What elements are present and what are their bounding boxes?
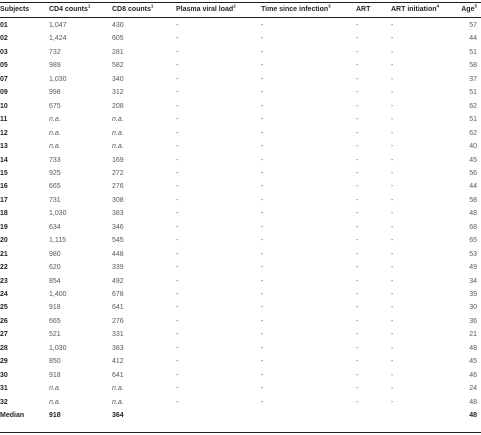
cell-viral-load: -: [176, 48, 179, 56]
cell-age: 24: [469, 385, 477, 393]
cell-cd4: 925: [49, 169, 61, 177]
cell-subject: 11: [0, 116, 8, 124]
cell-viral-load: -: [176, 385, 179, 393]
table-row: [0, 275, 481, 288]
cell-art-initiation: -: [391, 129, 394, 137]
cell-cd4: 1,030: [49, 75, 67, 83]
cell-art: -: [356, 102, 359, 110]
cell-viral-load: -: [176, 75, 179, 83]
cell-cd4: 998: [49, 89, 61, 97]
cell-time-since-infection: -: [261, 250, 264, 258]
table-header-row: [0, 3, 481, 16]
cell-age: 53: [469, 250, 477, 258]
table-row: [0, 207, 481, 220]
cell-time-since-infection: -: [261, 102, 264, 110]
cell-art: -: [356, 264, 359, 272]
cell-time-since-infection: -: [261, 183, 264, 191]
cell-cd4: n.a.: [49, 129, 61, 137]
cell-cd8: 448: [112, 250, 124, 258]
cell-viral-load: -: [176, 331, 179, 339]
cell-cd4: n.a.: [49, 398, 61, 406]
cell-cd8: 308: [112, 196, 124, 204]
cell-age: 51: [469, 116, 477, 124]
cell-art-initiation: -: [391, 48, 394, 56]
header-time-since-infection: Time since infection$^3$: [261, 3, 331, 13]
cell-cd4: 733: [49, 156, 61, 164]
cell-cd8: 281: [112, 48, 124, 56]
cell-art-initiation: -: [391, 116, 394, 124]
table-row: [0, 234, 481, 247]
cell-art: -: [356, 143, 359, 151]
header-subjects: Subjects: [0, 6, 30, 13]
cell-subject: 19: [0, 223, 8, 231]
cell-age: 36: [469, 317, 477, 325]
cell-art-initiation: -: [391, 291, 394, 298]
cell-art-initiation: -: [391, 156, 394, 164]
cell-art-initiation: -: [391, 223, 394, 231]
cell-time-since-infection: -: [261, 398, 264, 406]
cell-art: -: [356, 344, 359, 352]
cell-art-initiation: -: [391, 398, 394, 406]
cell-art-initiation: -: [391, 264, 394, 272]
cell-art: -: [356, 89, 359, 97]
cell-subject: Median: [0, 412, 25, 420]
cell-art-initiation: -: [391, 35, 394, 43]
cell-time-since-infection: -: [261, 371, 264, 379]
cell-cd4: 1,030: [49, 210, 67, 218]
cell-subject: 23: [0, 277, 8, 285]
cell-subject: 24: [0, 291, 8, 298]
table-row: [0, 301, 481, 314]
cell-art: -: [356, 196, 359, 204]
cell-age: 48: [469, 210, 477, 218]
cell-subject: 07: [0, 75, 8, 83]
cell-viral-load: -: [176, 223, 179, 231]
cell-cd8: 545: [112, 237, 124, 245]
table-row: [0, 59, 481, 72]
cell-viral-load: -: [176, 156, 179, 164]
cell-subject: 14: [0, 156, 8, 164]
cell-age: 56: [469, 169, 477, 177]
cell-cd8: 641: [112, 304, 124, 312]
cell-cd8: 276: [112, 317, 124, 325]
cell-subject: 22: [0, 264, 8, 272]
cell-cd8: 340: [112, 75, 124, 83]
cell-art-initiation: -: [391, 89, 394, 97]
table-row: [0, 86, 481, 99]
cell-age: 48: [469, 412, 477, 420]
cell-subject: 02: [0, 35, 8, 43]
cell-subject: 05: [0, 62, 8, 70]
cell-subject: 20: [0, 237, 8, 245]
table-row: [0, 194, 481, 207]
cell-time-since-infection: -: [261, 223, 264, 231]
cell-age: 51: [469, 48, 477, 56]
cell-art: -: [356, 75, 359, 83]
cell-art-initiation: -: [391, 277, 394, 285]
cell-age: 46: [469, 371, 477, 379]
cell-age: 51: [469, 89, 477, 97]
cell-cd4: n.a.: [49, 143, 61, 151]
cell-viral-load: -: [176, 264, 179, 272]
cell-art: -: [356, 156, 359, 164]
cell-art-initiation: -: [391, 22, 394, 29]
cell-art: -: [356, 385, 359, 393]
cell-art-initiation: -: [391, 250, 394, 258]
cell-age: 30: [469, 304, 477, 312]
cell-art-initiation: -: [391, 143, 394, 151]
cell-viral-load: -: [176, 196, 179, 204]
cell-subject: 09: [0, 89, 8, 97]
cell-cd4: 850: [49, 358, 61, 366]
cell-cd8: 169: [112, 156, 124, 164]
cell-art-initiation: -: [391, 344, 394, 352]
cell-cd8: 678: [112, 291, 124, 298]
cell-cd8: 412: [112, 358, 124, 366]
table-row: [0, 342, 481, 355]
table-row: [0, 369, 481, 382]
cell-subject: 29: [0, 358, 8, 366]
cell-cd4: 675: [49, 102, 61, 110]
cell-art-initiation: -: [391, 371, 394, 379]
cell-viral-load: -: [176, 277, 179, 285]
cell-cd8: 346: [112, 223, 124, 231]
cell-cd4: 1,115: [49, 237, 66, 245]
cell-cd4: 731: [49, 196, 61, 204]
cell-cd4: n.a.: [49, 116, 61, 124]
cell-art-initiation: -: [391, 183, 394, 191]
cell-cd4: 521: [49, 331, 61, 339]
cell-age: 40: [469, 143, 477, 151]
header-rule: [0, 17, 481, 18]
table-row: [0, 167, 481, 180]
cell-subject: 13: [0, 143, 8, 151]
cell-age: 34: [469, 277, 477, 285]
cell-age: 65: [469, 237, 477, 245]
cell-cd8: n.a.: [112, 129, 124, 137]
cell-art: -: [356, 48, 359, 56]
cell-art-initiation: -: [391, 210, 394, 218]
cell-time-since-infection: -: [261, 331, 264, 339]
cell-subject: 15: [0, 169, 8, 177]
table-row: [0, 261, 481, 274]
cell-cd4: 1,047: [49, 22, 67, 29]
cell-time-since-infection: -: [261, 291, 264, 298]
cell-art: -: [356, 358, 359, 366]
cell-cd8: 339: [112, 264, 124, 272]
cell-viral-load: -: [176, 35, 179, 43]
cell-age: 58: [469, 196, 477, 204]
header-age: Age$^5$: [461, 3, 477, 13]
cell-subject: 27: [0, 331, 8, 339]
table-row: [0, 154, 481, 167]
cell-art: -: [356, 129, 359, 137]
table-row: [0, 382, 481, 395]
cell-viral-load: -: [176, 62, 179, 70]
header-art-initiation: ART initiation$^4$: [391, 3, 440, 13]
cell-viral-load: -: [176, 143, 179, 151]
cell-viral-load: -: [176, 291, 179, 298]
table-row: [0, 46, 481, 59]
cell-viral-load: -: [176, 210, 179, 218]
cell-age: 45: [469, 358, 477, 366]
cell-age: 49: [469, 264, 477, 272]
cell-art-initiation: -: [391, 331, 394, 339]
cell-subject: 12: [0, 129, 8, 137]
cell-time-since-infection: -: [261, 62, 264, 70]
cell-art-initiation: -: [391, 102, 394, 110]
table-row: [0, 19, 481, 32]
cell-age: 44: [469, 183, 477, 191]
table-row: [0, 127, 481, 140]
cell-cd8: 312: [112, 89, 124, 97]
cell-cd4: n.a.: [49, 385, 61, 393]
cell-cd8: n.a.: [112, 398, 124, 406]
table-row: [0, 396, 481, 409]
table-row: [0, 355, 481, 368]
cell-age: 37: [469, 75, 477, 83]
cell-viral-load: -: [176, 116, 179, 124]
cell-subject: 21: [0, 250, 8, 258]
cell-time-since-infection: -: [261, 75, 264, 83]
cell-subject: 01: [0, 22, 8, 29]
cell-time-since-infection: -: [261, 143, 264, 151]
cell-time-since-infection: -: [261, 35, 264, 43]
table-row: [0, 100, 481, 113]
table-row: [0, 248, 481, 261]
cell-subject: 31: [0, 385, 8, 393]
cell-cd8: 582: [112, 62, 124, 70]
header-cd8: CD8 counts$^1$: [112, 3, 154, 13]
cell-art: -: [356, 317, 359, 325]
cell-cd8: 364: [112, 412, 124, 420]
cell-cd4: 918: [49, 412, 61, 420]
cell-age: 48: [469, 344, 477, 352]
cell-age: 48: [469, 398, 477, 406]
cell-age: 21: [469, 331, 477, 339]
cell-age: 62: [469, 102, 477, 110]
cell-art: -: [356, 291, 359, 298]
cell-art-initiation: -: [391, 304, 394, 312]
cell-cd8: 272: [112, 169, 124, 177]
cell-viral-load: -: [176, 129, 179, 137]
cell-subject: 17: [0, 196, 8, 204]
cell-time-since-infection: -: [261, 210, 264, 218]
cell-subject: 18: [0, 210, 8, 218]
cell-cd8: 605: [112, 35, 124, 43]
cell-art: -: [356, 169, 359, 177]
cell-time-since-infection: -: [261, 48, 264, 56]
cell-age: 39: [469, 291, 477, 298]
cell-viral-load: -: [176, 89, 179, 97]
cell-time-since-infection: -: [261, 344, 264, 352]
cell-viral-load: -: [176, 398, 179, 406]
cell-time-since-infection: -: [261, 277, 264, 285]
cell-art-initiation: -: [391, 317, 394, 325]
cell-art: -: [356, 237, 359, 245]
cell-time-since-infection: -: [261, 129, 264, 137]
cell-viral-load: -: [176, 183, 179, 191]
cell-viral-load: -: [176, 344, 179, 352]
cell-time-since-infection: -: [261, 304, 264, 312]
cell-cd4: 620: [49, 264, 61, 272]
header-viral-load: Plasma viral load$^2$: [176, 3, 236, 13]
table-row: [0, 180, 481, 193]
cell-time-since-infection: -: [261, 89, 264, 97]
cell-viral-load: -: [176, 237, 179, 245]
cell-time-since-infection: -: [261, 237, 264, 245]
table-row: [0, 113, 481, 126]
cell-viral-load: -: [176, 304, 179, 312]
cell-art-initiation: -: [391, 385, 394, 393]
cell-cd8: 492: [112, 277, 124, 285]
cell-cd4: 854: [49, 277, 61, 285]
cell-cd4: 665: [49, 317, 61, 325]
cell-art: -: [356, 116, 359, 124]
cell-cd8: 331: [112, 331, 124, 339]
cell-time-since-infection: -: [261, 169, 264, 177]
cell-art: -: [356, 183, 359, 191]
table-row: [0, 288, 481, 301]
cell-cd8: n.a.: [112, 143, 124, 151]
cell-subject: 25: [0, 304, 8, 312]
cell-art: -: [356, 22, 359, 29]
cell-age: 57: [469, 22, 477, 29]
cell-art-initiation: -: [391, 62, 394, 70]
cell-art: -: [356, 250, 359, 258]
cell-subject: 32: [0, 398, 8, 406]
cell-time-since-infection: -: [261, 317, 264, 325]
cell-cd4: 732: [49, 48, 61, 56]
table-row: [0, 315, 481, 328]
cell-cd8: 208: [112, 102, 124, 110]
cell-viral-load: -: [176, 250, 179, 258]
cell-viral-load: -: [176, 102, 179, 110]
cell-time-since-infection: -: [261, 264, 264, 272]
cell-age: 58: [469, 62, 477, 70]
cell-age: 44: [469, 35, 477, 43]
cell-subject: 10: [0, 102, 8, 110]
cell-age: 62: [469, 129, 477, 137]
cell-art-initiation: -: [391, 196, 394, 204]
cell-art: -: [356, 371, 359, 379]
cell-subject: 30: [0, 371, 8, 379]
cell-cd4: 1,400: [49, 291, 67, 298]
table-row: [0, 73, 481, 86]
cell-age: 68: [469, 223, 477, 231]
header-cd4: CD4 counts$^1$: [49, 3, 91, 13]
cell-cd4: 665: [49, 183, 61, 191]
cell-cd8: 641: [112, 371, 124, 379]
cell-subject: 03: [0, 48, 8, 56]
cell-cd8: 383: [112, 344, 124, 352]
cell-subject: 28: [0, 344, 8, 352]
cell-cd8: n.a.: [112, 385, 124, 393]
cell-age: 45: [469, 156, 477, 164]
cell-time-since-infection: -: [261, 358, 264, 366]
cell-art: -: [356, 35, 359, 43]
table-row: [0, 221, 481, 234]
cell-cd4: 989: [49, 62, 61, 70]
cell-art: -: [356, 304, 359, 312]
cell-cd8: 276: [112, 183, 124, 191]
cell-time-since-infection: -: [261, 385, 264, 393]
bottom-rule: [0, 432, 481, 433]
cell-art: -: [356, 223, 359, 231]
cell-art-initiation: -: [391, 237, 394, 245]
cell-cd4: 634: [49, 223, 61, 231]
cell-cd8: 430: [112, 22, 124, 29]
cell-art: -: [356, 62, 359, 70]
cell-subject: 26: [0, 317, 8, 325]
table-row: [0, 328, 481, 341]
median-row: [0, 409, 481, 422]
cell-time-since-infection: -: [261, 116, 264, 124]
cell-cd8: 383: [112, 210, 124, 218]
header-art: ART: [356, 6, 371, 13]
cell-viral-load: -: [176, 22, 179, 29]
cell-time-since-infection: -: [261, 156, 264, 164]
cell-art: -: [356, 277, 359, 285]
cell-art: -: [356, 331, 359, 339]
cell-art-initiation: -: [391, 358, 394, 366]
cell-art-initiation: -: [391, 169, 394, 177]
cell-art-initiation: -: [391, 75, 394, 83]
cell-art: -: [356, 398, 359, 406]
cell-viral-load: -: [176, 358, 179, 366]
cell-time-since-infection: -: [261, 196, 264, 204]
cell-viral-load: -: [176, 371, 179, 379]
table-row: [0, 32, 481, 45]
cell-subject: 16: [0, 183, 8, 191]
cell-cd4: 1,030: [49, 344, 67, 352]
cell-viral-load: -: [176, 317, 179, 325]
cell-cd8: n.a.: [112, 116, 124, 124]
cell-viral-load: -: [176, 169, 179, 177]
table-row: [0, 140, 481, 153]
cell-time-since-infection: -: [261, 22, 264, 29]
cell-cd4: 918: [49, 371, 61, 379]
cell-cd4: 980: [49, 250, 61, 258]
cell-art: -: [356, 210, 359, 218]
cell-cd4: 1,424: [49, 35, 67, 43]
cell-cd4: 918: [49, 304, 61, 312]
